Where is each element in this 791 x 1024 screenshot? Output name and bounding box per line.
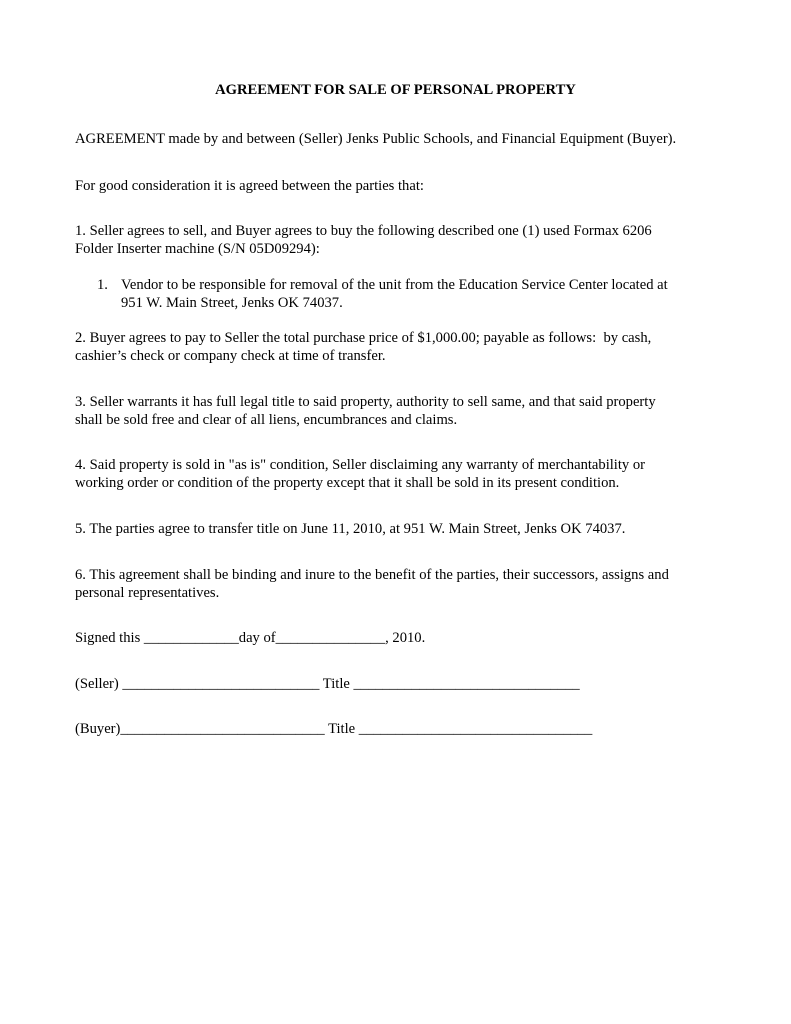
clause-1-line-1: 1. Seller agrees to sell, and Buyer agrees to buy the following described one (1) used Formax 6206 [75,223,652,239]
subclause-line-1: Vendor to be responsible for removal of the unit from the Education Service Center located at [121,277,668,293]
seller-signature-line: (Seller) ___________________________ Title _______________________________ [75,676,580,692]
clause-1-line-2: Folder Inserter machine (S/N 05D09294): [75,241,320,257]
clause-4-line-2: working order or condition of the property except that it shall be sold in its present condition. [75,475,620,491]
intro-paragraph: AGREEMENT made by and between (Seller) Jenks Public Schools, and Financial Equipment (Buyer). [75,131,677,147]
clause-6-line-1: 6. This agreement shall be binding and inure to the benefit of the parties, their successors, assigns and [75,567,669,583]
consideration-paragraph: For good consideration it is agreed between the parties that: [75,178,424,194]
clause-3-line-2: shall be sold free and clear of all liens, encumbrances and claims. [75,412,458,428]
clause-2-line-1: 2. Buyer agrees to pay to Seller the total purchase price of $1,000.00; payable as follows: by cash, [75,330,652,346]
buyer-signature-line: (Buyer)____________________________ Title ________________________________ [75,721,593,737]
clause-5: 5. The parties agree to transfer title on June 11, 2010, at 951 W. Main Street, Jenks OK 74037. [75,521,626,537]
clause-2-line-2: cashier’s check or company check at time of transfer. [75,348,386,364]
clause-6-line-2: personal representatives. [75,585,220,601]
clause-3-line-1: 3. Seller warrants it has full legal title to said property, authority to sell same, and that said property [75,394,656,410]
clause-4-line-1: 4. Said property is sold in "as is" condition, Seller disclaiming any warranty of merchantability or [75,457,646,473]
subclause-line-2: 951 W. Main Street, Jenks OK 74037. [121,295,343,311]
signed-date-line: Signed this _____________day of_______________, 2010. [75,630,426,646]
subclause-number: 1. [97,277,108,293]
document-title: AGREEMENT FOR SALE OF PERSONAL PROPERTY [215,82,576,98]
